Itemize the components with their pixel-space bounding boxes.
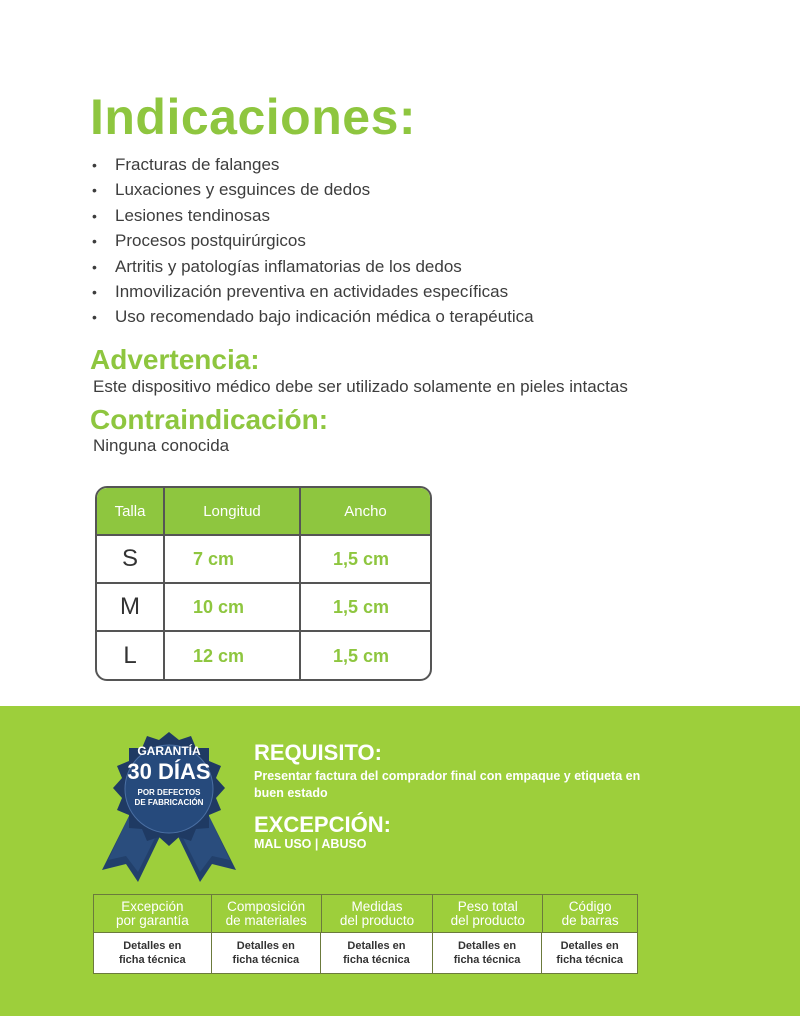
warranty-badge	[94, 732, 244, 884]
size-cell: S	[97, 536, 165, 582]
badge-line-fabricacion: DE FABRICACIÓN	[134, 798, 204, 807]
spec-table-values	[93, 932, 638, 974]
spec-table-header	[93, 894, 638, 932]
table-row	[97, 584, 430, 632]
excepcion-text: MAL USO | ABUSO	[254, 837, 367, 851]
table-row	[97, 632, 430, 680]
advertencia-title: Advertencia:	[90, 344, 260, 375]
size-cell: L	[97, 632, 165, 680]
list-item: • Luxaciones y esguinces de dedos	[92, 177, 534, 202]
list-item: • Uso recomendado bajo indicación médica o terapéutica	[92, 304, 534, 329]
length-cell: 7 cm	[165, 536, 301, 582]
list-item: • Artritis y patologías inflamatorias de los dedos	[92, 254, 534, 279]
spec-value-cell: Detalles en ficha técnica	[556, 940, 623, 966]
spec-value-cell: Detalles en ficha técnica	[433, 933, 543, 973]
length-cell: 12 cm	[165, 632, 301, 680]
header-peso: Peso total del producto	[433, 895, 543, 932]
bullet-icon: •	[92, 309, 97, 326]
indicaciones-title: Indicaciones:	[90, 89, 417, 145]
header-medidas: Medidas del producto	[322, 895, 434, 932]
warranty-section	[0, 706, 800, 1016]
badge-line-dias: 30 DÍAS	[127, 759, 211, 784]
spec-table	[93, 894, 638, 974]
contraindicacion-title: Contraindicación:	[90, 404, 329, 435]
contraindicacion-text: Ninguna conocida	[93, 436, 230, 455]
bullet-icon: •	[92, 233, 97, 250]
header-talla: Talla	[97, 488, 165, 534]
badge-line-defectos: POR DEFECTOS	[137, 788, 201, 797]
header-codigo: Código de barras	[543, 895, 638, 932]
size-table-header	[97, 488, 430, 536]
list-item: • Procesos postquirúrgicos	[92, 228, 534, 253]
bullet-icon: •	[92, 207, 97, 224]
bullet-icon: •	[92, 283, 97, 300]
width-cell: 1,5 cm	[333, 596, 390, 617]
list-item: • Fracturas de falanges	[92, 152, 534, 177]
spec-value-cell: Detalles en ficha técnica	[212, 933, 322, 973]
spec-value-cell: Detalles en ficha técnica	[94, 933, 212, 973]
table-row	[97, 536, 430, 584]
size-cell: M	[97, 584, 165, 630]
requisito-text: Presentar factura del comprador final con empaque y etiqueta en buen estado	[254, 769, 641, 800]
bullet-icon: •	[92, 182, 97, 199]
width-cell: 1,5 cm	[333, 645, 390, 666]
list-item: • Inmovilización preventiva en actividades específicas	[92, 279, 534, 304]
spec-value-cell: Detalles en ficha técnica	[321, 933, 433, 973]
advertencia-text: Este dispositivo médico debe ser utilizado solamente en pieles intactas	[93, 377, 628, 396]
list-item: • Lesiones tendinosas	[92, 203, 534, 228]
requisito-title: REQUISITO:	[254, 740, 382, 765]
length-cell: 10 cm	[165, 584, 301, 630]
header-ancho: Ancho	[344, 502, 387, 520]
bullet-icon: •	[92, 258, 97, 275]
excepcion-title: EXCEPCIÓN:	[254, 812, 391, 837]
indicaciones-list	[92, 152, 534, 330]
badge-line-garantia: GARANTÍA	[137, 744, 201, 758]
header-composicion: Composición de materiales	[212, 895, 322, 932]
header-excepcion: Excepción por garantía	[94, 895, 212, 932]
header-longitud: Longitud	[165, 488, 301, 534]
size-table	[95, 486, 432, 681]
bullet-icon: •	[92, 157, 97, 173]
width-cell: 1,5 cm	[333, 548, 390, 569]
